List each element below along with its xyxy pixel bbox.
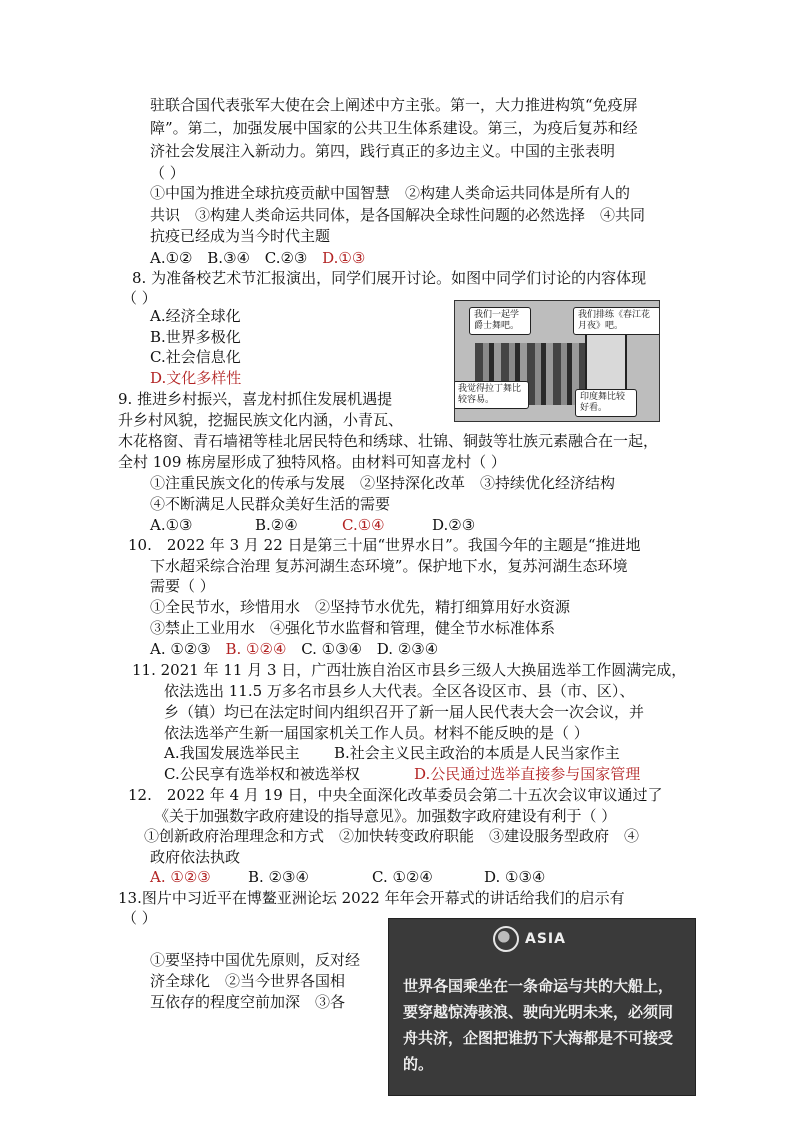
q9-option-b[interactable]: B.②④ xyxy=(255,516,298,534)
q11-option-c[interactable]: C.公民享有选举权和被选举权 xyxy=(164,765,360,783)
q10-option-a[interactable]: A. ①②③ xyxy=(150,640,211,658)
q13-line-1: ①要坚持中国优先原则，反对经 xyxy=(150,951,361,969)
q12-option-d[interactable]: D. ①③④ xyxy=(484,868,546,886)
q12-line-4: 政府依法执政 xyxy=(150,848,241,866)
cartoon-bubble-jazz: 我们一起学爵士舞吧。 xyxy=(469,307,531,335)
q9-line-3: 木花格窗、青石墙裙等桂北居民特色和绣球、壮锦、铜鼓等壮族元素融合在一起， xyxy=(118,432,659,450)
q10-option-c[interactable]: C. ①③④ xyxy=(301,640,363,658)
q12-line-3: ①创新政府治理理念和方式 ②加快转变政府职能 ③建设服务型政府 ④ xyxy=(144,827,640,845)
q7-line-1: 驻联合国代表张军大使在会上阐述中方主张。第一，大力推进构筑“免疫屏 xyxy=(150,96,638,114)
q7-line-3: 济社会发展注入新动力。第四，践行真正的多边主义。中国的主张表明 xyxy=(150,142,616,160)
q8-cartoon-image xyxy=(454,300,660,422)
q8-option-d[interactable]: D.文化多样性 xyxy=(150,369,242,387)
q11-option-d[interactable]: D.公民通过选举直接参与国家管理 xyxy=(414,765,641,783)
q10-line-3: 需要（ ） xyxy=(150,577,215,595)
q11-line-1: 11. 2021 年 11 月 3 日，广西壮族自治区市县乡三级人大换届选举工作圆满完成， xyxy=(132,661,687,679)
q9-line-6: ④不断满足人民群众美好生活的需要 xyxy=(150,495,391,513)
q9-line-2: 升乡村风貌，挖掘民族文化内涵，小青瓦、 xyxy=(118,411,404,429)
q13-line-3: 互依存的程度空前加深 ③各 xyxy=(150,993,346,1011)
q10-option-d[interactable]: D. ②③④ xyxy=(376,640,439,658)
q7-line-6: 共识 ③构建人类命运共同体，是各国解决全球性问题的必然选择 ④共同 xyxy=(150,206,646,224)
q10-line-1: 10. 2022 年 3 月 22 日是第三十届“世界水日”。我国今年的主题是“推进地 xyxy=(128,536,641,554)
cartoon-bubble-chunjiang: 我们排练《春江花月夜》吧。 xyxy=(573,307,660,335)
globe-icon xyxy=(493,926,519,952)
q7-option-a[interactable]: A.①② xyxy=(150,249,193,267)
q9-option-a[interactable]: A.①③ xyxy=(150,516,193,534)
cartoon-door xyxy=(585,329,627,391)
q8-stem: 8. 为准备校艺术节汇报演出，同学们展开讨论。如图中同学们讨论的内容体现 xyxy=(132,269,647,287)
q7-option-c[interactable]: C.②③ xyxy=(264,249,308,267)
q7-options xyxy=(150,248,375,268)
q10-line-5: ③禁止工业用水 ④强化节水监督和管理，健全节水标准体系 xyxy=(150,619,556,637)
q8-option-b[interactable]: B.世界多极化 xyxy=(150,328,241,346)
q12-line-2: 《关于加强数字政府建设的指导意见》。加强数字政府建设有利于（ ） xyxy=(154,807,617,825)
q7-option-d[interactable]: D.①③ xyxy=(322,249,366,267)
q11-line-4: 依法选举产生新一届国家机关工作人员。材料不能反映的是（ ） xyxy=(164,724,589,742)
q7-line-7: 抗疫已经成为当今时代主题 xyxy=(150,227,331,245)
q12-option-c[interactable]: C. ①②④ xyxy=(372,868,433,886)
q7-line-5: ①中国为推进全球抗疫贡献中国智慧 ②构建人类命运共同体是所有人的 xyxy=(150,184,631,202)
q12-line-1: 12. 2022 年 4 月 19 日，中央全面深化改革委员会第二十五次会议审议通过了 xyxy=(128,786,663,804)
q11-option-b[interactable]: B.社会主义民主政治的本质是人民当家作主 xyxy=(334,744,620,762)
q7-option-b[interactable]: B.③④ xyxy=(207,249,250,267)
q9-line-4: 全村 109 栋房屋形成了独特风格。由材料可知喜龙村（ ） xyxy=(118,453,506,471)
q10-line-2: 下水超采综合治理 复苏河湖生态环境”。保护地下水，复苏河湖生态环境 xyxy=(150,557,628,575)
q9-option-d[interactable]: D.②③ xyxy=(432,516,476,534)
q12-option-a[interactable]: A. ①②③ xyxy=(150,868,211,886)
cartoon-bubble-latin: 我觉得拉丁舞比较容易。 xyxy=(454,381,529,409)
cartoon-bubble-indian: 印度舞比较好看。 xyxy=(575,389,637,417)
q7-line-4: （ ） xyxy=(150,164,185,182)
boao-logo-text: ASIA xyxy=(525,931,566,947)
q11-option-a[interactable]: A.我国发展选举民主 xyxy=(164,744,300,762)
q8-option-a[interactable]: A.经济全球化 xyxy=(150,307,241,325)
boao-speech-quote: 世界各国乘坐在一条命运与共的大船上，要穿越惊涛骇浪、驶向光明未来，必须同舟共济，企图把谁扔下大海都是不可接受的。 xyxy=(403,977,674,1073)
q10-line-4: ①全民节水，珍惜用水 ②坚持节水优先，精打细算用好水资源 xyxy=(150,598,571,616)
q13-paren: （ ） xyxy=(122,909,157,927)
q13-line-2: 济全球化 ②当今世界各国相 xyxy=(150,972,346,990)
q9-line-5: ①注重民族文化的传承与发展 ②坚持深化改革 ③持续优化经济结构 xyxy=(150,474,616,492)
q10-options xyxy=(150,639,448,659)
q9-option-c[interactable]: C.①④ xyxy=(342,516,385,534)
q8-paren: （ ） xyxy=(122,289,157,307)
q13-boao-banner-image xyxy=(388,918,696,1096)
q13-stem: 13.图片中习近平在博鳌亚洲论坛 2022 年年会开幕式的讲话给我们的启示有 xyxy=(118,889,625,907)
q8-option-c[interactable]: C.社会信息化 xyxy=(150,348,241,366)
q9-line-1: 9. 推进乡村振兴，喜龙村抓住发展机遇提 xyxy=(118,390,393,408)
q11-line-2: 依法选出 11.5 万多名市县乡人大代表。全区各设区市、县（市、区）、 xyxy=(164,682,635,700)
q11-line-3: 乡（镇）均已在法定时间内组织召开了新一届人民代表大会一次会议，并 xyxy=(164,703,645,721)
boao-logo xyxy=(493,927,566,951)
q12-option-b[interactable]: B. ②③④ xyxy=(248,868,309,886)
q10-option-b[interactable]: B. ①②④ xyxy=(225,640,287,658)
q7-line-2: 障”。第二，加强发展中国家的公共卫生体系建设。第三，为疫后复苏和经 xyxy=(150,119,638,137)
